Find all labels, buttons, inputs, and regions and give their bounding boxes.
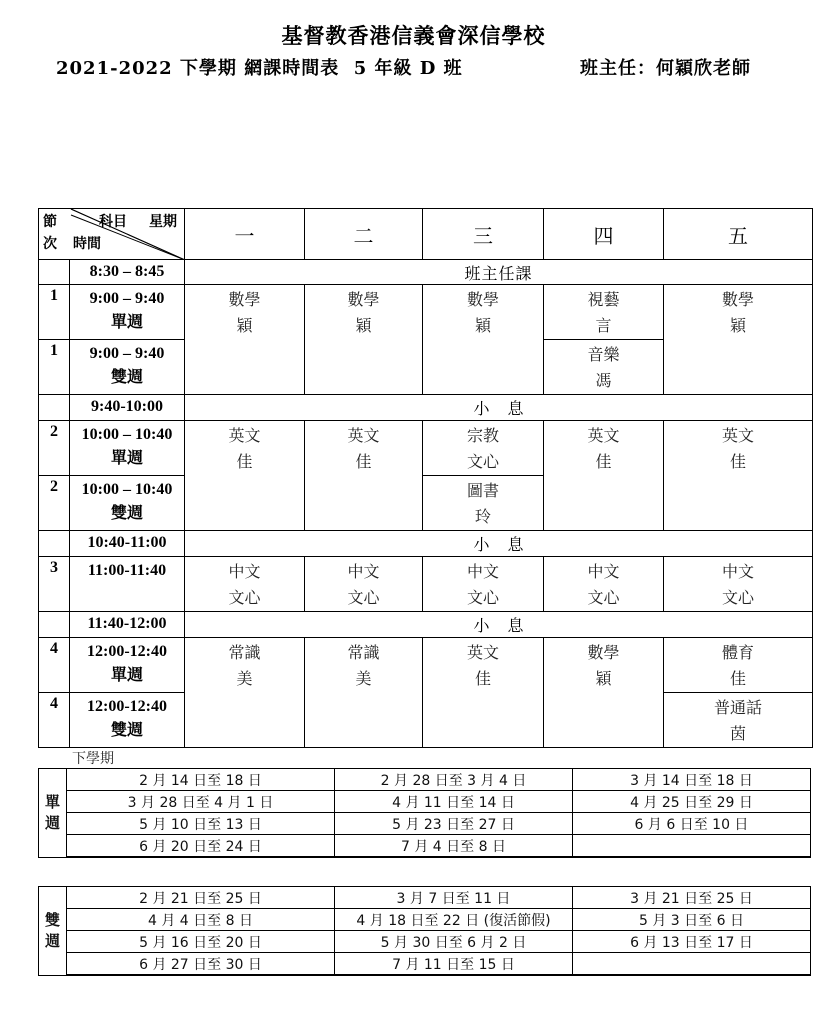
homeroom-row [39, 260, 813, 285]
timetable-heading: 2021-2022 下學期 網課時間表 5 年級 D 班 [56, 58, 463, 79]
lesson-cell: 視藝 言 [544, 285, 664, 340]
period-time: 12:00-12:40 雙週 [70, 693, 185, 748]
period-time: 9:00 – 9:40 單週 [70, 285, 185, 340]
date-range: 2 月 28 日至 3 月 4 日 [335, 769, 573, 791]
period-number: 4 [39, 693, 70, 748]
week-row [39, 813, 811, 835]
corner-period: 節 [43, 214, 57, 230]
day-thu: 四 [544, 209, 664, 260]
week-row [39, 769, 811, 791]
date-range: 6 月 27 日至 30 日 [67, 953, 335, 976]
lesson-cell: 中文 文心 [664, 557, 813, 612]
lesson-cell: 常識 美 [305, 638, 423, 748]
date-range: 3 月 21 日至 25 日 [573, 887, 811, 909]
date-range: 5 月 3 日至 6 日 [573, 909, 811, 931]
lesson-cell: 音樂 馮 [544, 340, 664, 395]
homeroom-label: 班主任課 [185, 260, 813, 285]
lesson-cell: 英文 佳 [305, 421, 423, 531]
period-number: 2 [39, 421, 70, 476]
day-mon: 一 [185, 209, 305, 260]
lesson-cell: 中文 文心 [423, 557, 544, 612]
week-row [39, 887, 811, 909]
break-row [39, 531, 813, 557]
corner-header [39, 209, 185, 260]
date-range: 4 月 25 日至 29 日 [573, 791, 811, 813]
date-range [573, 835, 811, 858]
period-number: 2 [39, 476, 70, 531]
week-row [39, 953, 811, 976]
lesson-cell: 中文 文心 [185, 557, 305, 612]
lesson-cell: 常識 美 [185, 638, 305, 748]
lesson-cell: 數學 穎 [305, 285, 423, 395]
period-number: 1 [39, 340, 70, 395]
lesson-cell: 普通話 茵 [664, 693, 813, 748]
lesson-cell: 圖書 玲 [423, 476, 544, 531]
date-range: 6 月 13 日至 17 日 [573, 931, 811, 953]
class-teacher: 班主任：何穎欣老師 [580, 58, 751, 79]
break-time: 11:40-12:00 [70, 612, 185, 638]
date-range: 7 月 4 日至 8 日 [335, 835, 573, 858]
day-header-row [39, 209, 813, 260]
term-label: 下學期 [72, 751, 114, 767]
week-type-label: 單 週 [39, 769, 67, 858]
date-range: 3 月 7 日至 11 日 [335, 887, 573, 909]
single-week-table [38, 768, 811, 858]
lesson-cell: 中文 文心 [544, 557, 664, 612]
lesson-cell: 數學 穎 [423, 285, 544, 395]
date-range: 6 月 6 日至 10 日 [573, 813, 811, 835]
period-number: 3 [39, 557, 70, 612]
lesson-cell: 英文 佳 [185, 421, 305, 531]
day-tue: 二 [305, 209, 423, 260]
period-time: 11:00-11:40 [70, 557, 185, 612]
period1-single-row [39, 285, 813, 340]
break-row [39, 395, 813, 421]
week-row [39, 931, 811, 953]
week-type-label: 雙 週 [39, 887, 67, 976]
break-label: 小息 [185, 395, 813, 421]
break-label: 小息 [185, 531, 813, 557]
break-label: 小息 [185, 612, 813, 638]
period-time: 10:00 – 10:40 雙週 [70, 476, 185, 531]
lesson-cell: 英文 佳 [423, 638, 544, 748]
lesson-cell: 數學 穎 [544, 638, 664, 748]
date-range: 5 月 30 日至 6 月 2 日 [335, 931, 573, 953]
lesson-cell: 數學 穎 [664, 285, 813, 395]
date-range: 5 月 16 日至 20 日 [67, 931, 335, 953]
week-row [39, 835, 811, 858]
date-range: 4 月 4 日至 8 日 [67, 909, 335, 931]
day-wed: 三 [423, 209, 544, 260]
lesson-cell: 英文 佳 [664, 421, 813, 531]
period-time: 9:00 – 9:40 雙週 [70, 340, 185, 395]
period2-single-row [39, 421, 813, 476]
lesson-cell: 數學 穎 [185, 285, 305, 395]
date-range: 4 月 11 日至 14 日 [335, 791, 573, 813]
date-range: 2 月 14 日至 18 日 [67, 769, 335, 791]
date-range: 5 月 10 日至 13 日 [67, 813, 335, 835]
lesson-cell: 英文 佳 [544, 421, 664, 531]
corner-period2: 次 [43, 236, 57, 252]
date-range: 6 月 20 日至 24 日 [67, 835, 335, 858]
period-time: 10:00 – 10:40 單週 [70, 421, 185, 476]
break-row [39, 612, 813, 638]
day-fri: 五 [664, 209, 813, 260]
school-title: 基督教香港信義會深信學校 [281, 23, 546, 48]
period3-row [39, 557, 813, 612]
homeroom-time: 8:30 – 8:45 [70, 260, 185, 285]
double-week-table [38, 886, 811, 976]
period-time: 12:00-12:40 單週 [70, 638, 185, 693]
break-time: 10:40-11:00 [70, 531, 185, 557]
corner-day: 星期 [149, 214, 177, 230]
lesson-cell: 體育 佳 [664, 638, 813, 693]
date-range: 7 月 11 日至 15 日 [335, 953, 573, 976]
period-number: 4 [39, 638, 70, 693]
lesson-cell: 中文 文心 [305, 557, 423, 612]
timetable [38, 208, 813, 748]
corner-time: 時間 [73, 236, 101, 252]
date-range: 2 月 21 日至 25 日 [67, 887, 335, 909]
lesson-cell: 宗教 文心 [423, 421, 544, 476]
period-number: 1 [39, 285, 70, 340]
week-row [39, 791, 811, 813]
break-time: 9:40-10:00 [70, 395, 185, 421]
corner-subject: 科目 [99, 214, 127, 230]
date-range [573, 953, 811, 976]
period4-single-row [39, 638, 813, 693]
date-range: 3 月 14 日至 18 日 [573, 769, 811, 791]
date-range: 4 月 18 日至 22 日 (復活節假) [335, 909, 573, 931]
week-row [39, 909, 811, 931]
date-range: 5 月 23 日至 27 日 [335, 813, 573, 835]
date-range: 3 月 28 日至 4 月 1 日 [67, 791, 335, 813]
